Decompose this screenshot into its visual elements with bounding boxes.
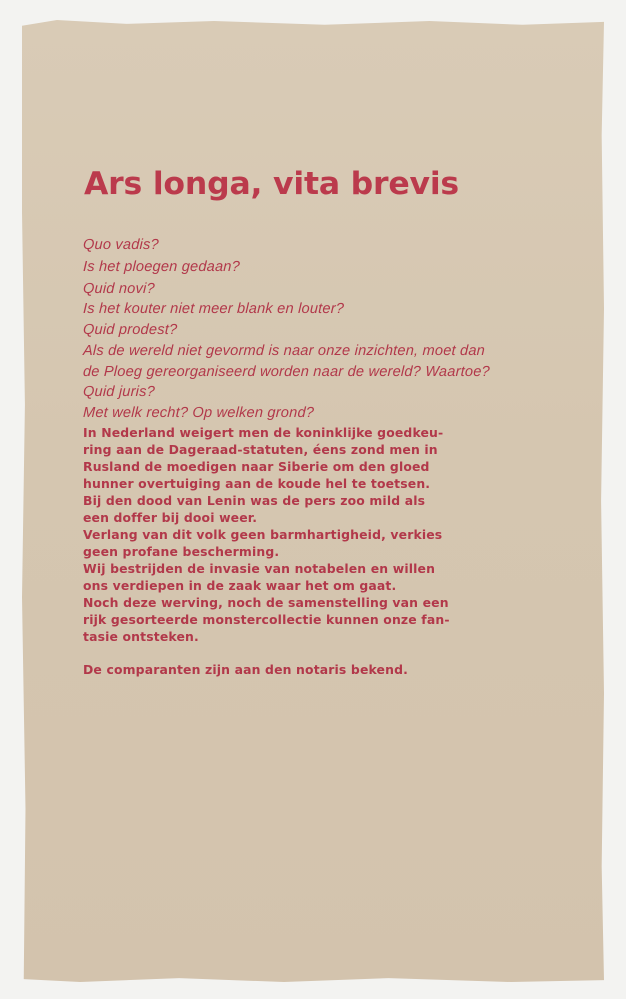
italic-line: de Ploeg gereorganiseerd worden naar de wereld? Waartoe? (82, 364, 491, 380)
body-line: een doffer bij dooi weer. (83, 510, 258, 525)
body-line: hunner overtuiging aan de koude hel te toetsen. (83, 476, 431, 491)
italic-line: Quid juris? (82, 384, 156, 400)
body-line: ons verdiepen in de zaak waar het om gaat. (83, 578, 397, 593)
body-line: rijk gesorteerde monstercollectie kunnen onze fan- (83, 612, 450, 627)
body-line: ring aan de Dageraad-statuten, éens zond men in (83, 442, 438, 457)
italic-line: Als de wereld niet gevormd is naar onze inzichten, moet dan (82, 343, 486, 359)
body-line: In Nederland weigert men de koninklijke goedkeu- (83, 425, 444, 440)
closing-line: De comparanten zijn aan den notaris bekend. (83, 662, 408, 677)
body-line: geen profane bescherming. (83, 544, 280, 559)
body-line: Wij bestrijden de invasie van notabelen en willen (83, 561, 436, 576)
body-line: Verlang van dit volk geen barmhartigheid, verkies (83, 527, 443, 542)
body-line: tasie ontsteken. (83, 629, 199, 644)
italic-line: Quid prodest? (82, 322, 178, 338)
italic-line: Met welk recht? Op welken grond? (82, 405, 315, 421)
document-title: Ars longa, vita brevis (84, 166, 459, 202)
body-line: Bij den dood van Lenin was de pers zoo mild als (83, 493, 426, 508)
italic-line: Quid novi? (82, 281, 156, 297)
italic-line: Is het ploegen gedaan? (82, 259, 241, 275)
body-line: Rusland de moedigen naar Siberie om den gloed (83, 459, 430, 474)
body-line: Noch deze werving, noch de samenstelling van een (83, 595, 449, 610)
italic-line: Is het kouter niet meer blank en louter? (82, 301, 345, 317)
italic-line: Quo vadis? (82, 237, 160, 253)
